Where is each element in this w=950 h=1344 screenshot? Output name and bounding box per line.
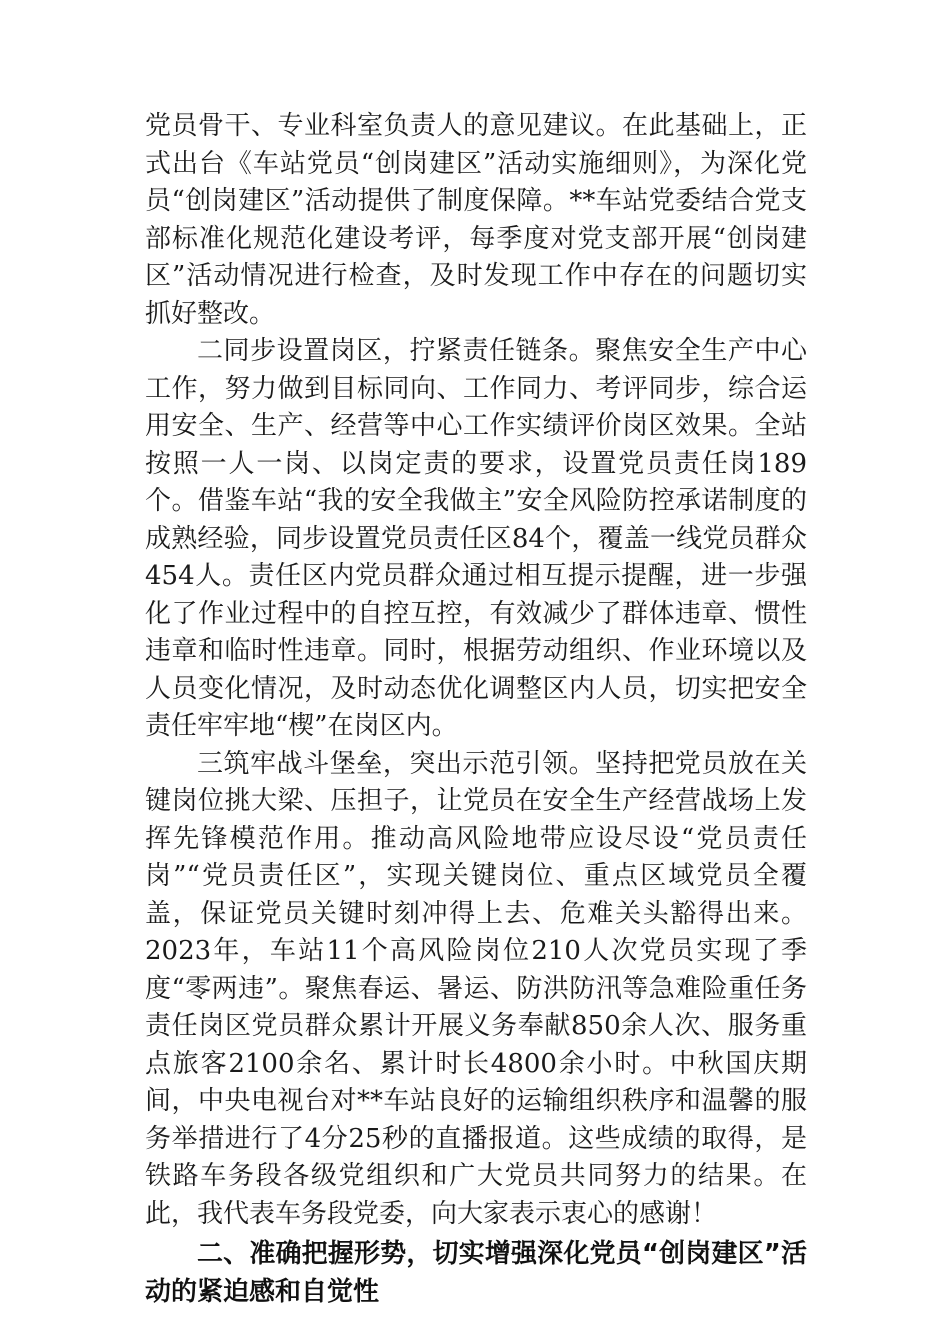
document-body (145, 108, 807, 1311)
paragraph-continuation: 党员骨干、专业科室负责人的意见建议。在此基础上，正式出台《车站党员“创岗建区”活动实施细则》，为深化党员“创岗建区”活动提供了制度保障。**车站党委结合党支部标准化规范化建设考评，每季度对党支部开展“创岗建区”活动情况进行检查，及时发现工作中存在的问题切实抓好整改。 (145, 111, 807, 329)
paragraph-section-two: 二同步设置岗区，拧紧责任链条。聚焦安全生产中心工作，努力做到目标同向、工作同力、考评同步，综合运用安全、生产、经营等中心工作实绩评价岗区效果。全站按照一人一岗、以岗定责的要求，设置党员责任岗189个。借鉴车站“我的安全我做主”安全风险防控承诺制度的成熟经验，同步设置党员责任区84个，覆盖一线党员群众454人。责任区内党员群众通过相互提示提醒，进一步强化了作业过程中的自控互控，有效减少了群体违章、惯性违章和临时性违章。同时，根据劳动组织、作业环境以及人员变化情况，及时动态优化调整区内人员，切实把安全责任牢牢地“楔”在岗区内。 (145, 336, 807, 741)
paragraph-section-three: 三筑牢战斗堡垒，突出示范引领。坚持把党员放在关键岗位挑大梁、压担子，让党员在安全生产经营战场上发挥先锋模范作用。推动高风险地带应设尽设“党员责任岗”“党员责任区”，实现关键岗位、重点区域党员全覆盖，保证党员关键时刻冲得上去、危难关头豁得出来。2023年，车站11个高风险岗位210人次党员实现了季度“零两违”。聚焦春运、暑运、防洪防汛等急难险重任务责任岗区党员群众累计开展义务奉献850余人次、服务重点旅客2100余名、累计时长4800余小时。中秋国庆期间，中央电视台对**车站良好的运输组织秩序和温馨的服务举措进行了4分25秒的直播报道。这些成绩的取得，是铁路车务段各级党组织和广大党员共同努力的结果。在此，我代表车务段党委，向大家表示衷心的感谢！ (145, 748, 807, 1229)
section-heading: 二、准确把握形势，切实增强深化党员“创岗建区”活动的紧迫感和自觉性 (145, 1239, 807, 1307)
